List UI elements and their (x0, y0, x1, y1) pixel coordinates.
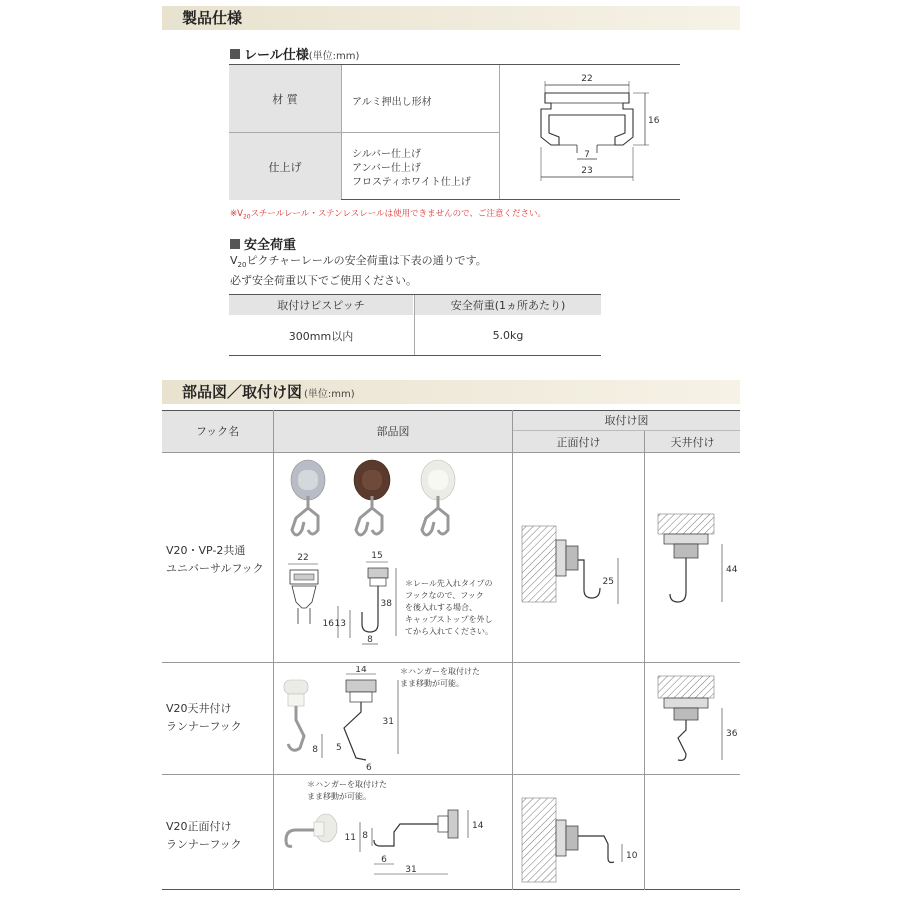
dim-rail-top: 22 (581, 74, 593, 84)
parts-table (162, 410, 740, 890)
dim-front-runner-8: 8 (362, 831, 368, 841)
dim-front-runner-14: 14 (472, 821, 484, 831)
label-material: 材 質 (229, 65, 341, 132)
dim-rail-gap: 7 (584, 150, 590, 160)
finish-value-2: アンバー仕上げ (352, 163, 421, 174)
hook-name-front-runner: V20正面付け ランナーフック (166, 820, 242, 851)
universal-hook-dimension-drawing (274, 548, 404, 650)
dim-universal-8: 8 (367, 635, 373, 645)
finish-value-3: フロスティホワイト仕上げ (352, 177, 471, 188)
front-runner-front-mount-drawing (518, 792, 642, 888)
dim-front-runner-31: 31 (405, 865, 417, 875)
dim-ceiling-runner-14: 14 (355, 666, 367, 675)
front-runner-hook-drawing (274, 802, 512, 888)
universal-hook-photos (274, 456, 512, 542)
header-parts-drawing: 部品図 (274, 410, 512, 452)
dim-universal-front-25: 25 (602, 577, 614, 587)
header-ceiling-mount: 天井付け (645, 431, 740, 452)
safe-load-heading: 安全荷重 (230, 234, 296, 253)
hook-name-universal: V20・VP-2共通 ユニバーサルフック (166, 544, 264, 575)
value-screw-pitch: 300mm以内 (288, 329, 354, 343)
dim-rail-height: 16 (648, 116, 660, 126)
rail-spec-table (229, 64, 680, 200)
universal-front-mount-drawing (518, 520, 638, 610)
dim-front-runner-front-10: 10 (626, 851, 638, 861)
dim-universal-22: 22 (297, 553, 309, 563)
front-runner-note: ＊ハンガーを取付けた まま移動が可能。 (307, 780, 387, 801)
dim-universal-15: 15 (371, 551, 383, 561)
section-header-spec (162, 6, 740, 30)
rail-caution-note: $※V_{20}$スチールレール・ステンレスレールは使用できませんので、ご注意ください。 (230, 209, 546, 221)
section-title: 部品図／取付け図 (182, 383, 303, 401)
dim-universal-13: 13 (334, 619, 346, 629)
dim-universal-38: 38 (380, 599, 392, 609)
material-value: アルミ押出し形材 (352, 97, 432, 108)
safe-load-text-1: $V_{20}$ピクチャーレールの安全荷重は下表の通りです。 (230, 254, 487, 270)
hook-name-ceiling-runner: V20天井付け ランナーフック (166, 702, 242, 733)
header-mount-drawing: 取付け図 (513, 410, 740, 430)
dim-rail-bottom: 23 (581, 166, 593, 176)
header-front-mount: 正面付け (513, 431, 644, 452)
dim-ceiling-runner-6: 6 (366, 763, 372, 770)
header-safe-load: 安全荷重(1ヵ所あたり) (415, 295, 601, 315)
value-safe-load: 5.0kg (492, 329, 524, 342)
rail-spec-heading: レール仕様(単位:mm) (230, 44, 359, 63)
square-bullet-icon (230, 239, 240, 249)
dim-ceiling-runner-36: 36 (726, 729, 738, 739)
safe-load-text-2: 必ず安全荷重以下でご使用ください。 (230, 274, 417, 287)
dim-ceiling-runner-31: 31 (382, 717, 394, 727)
header-hook-name: フック名 (162, 410, 273, 452)
universal-hook-note: ＊レール先入れタイプの フックなので、フック を後入れする場合、 キャップストップを外し てから入れてください。 (405, 579, 493, 636)
dim-universal-ceiling-44: 44 (726, 565, 738, 575)
ceiling-runner-hook-drawing (274, 666, 414, 770)
dim-ceiling-runner-8: 8 (312, 745, 318, 755)
section-header-parts: 部品図／取付け図 (単位:mm) (162, 380, 740, 404)
dim-ceiling-runner-5: 5 (336, 743, 342, 753)
rail-profile-diagram (529, 71, 669, 195)
safe-load-table (229, 294, 601, 356)
finish-value-1: シルバー仕上げ (352, 149, 422, 160)
ceiling-runner-note: ＊ハンガーを取付けた まま移動が可能。 (400, 667, 480, 688)
square-bullet-icon (230, 49, 240, 59)
dim-front-runner-6: 6 (381, 855, 387, 865)
header-screw-pitch: 取付けビスピッチ (229, 295, 413, 315)
dim-universal-16: 16 (322, 619, 334, 629)
section-title: 製品仕様 (182, 9, 243, 27)
universal-ceiling-mount-drawing (650, 510, 740, 610)
dim-front-runner-11: 11 (344, 833, 356, 843)
label-finish: 仕上げ (229, 133, 341, 200)
ceiling-runner-ceiling-mount-drawing (650, 672, 740, 768)
